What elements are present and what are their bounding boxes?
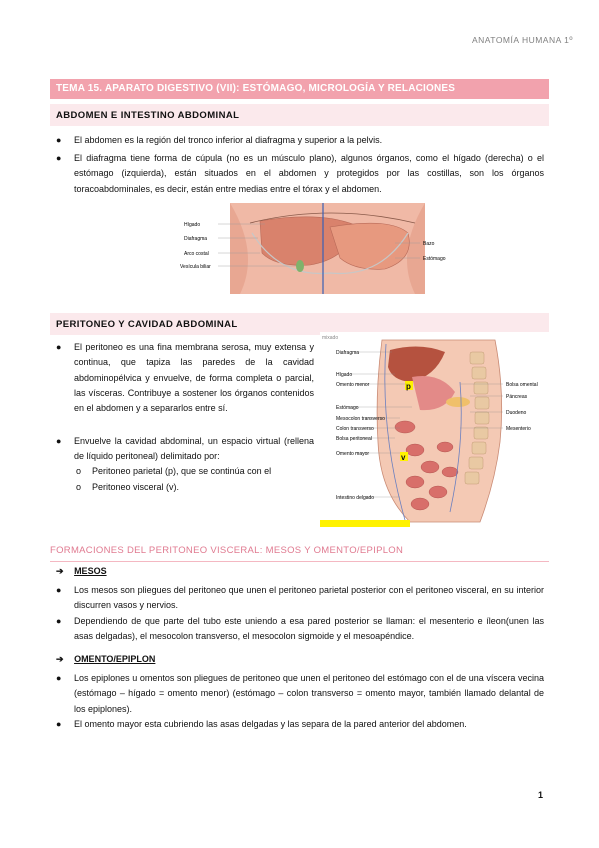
sub-item (76, 466, 316, 480)
bullet-icon: ● (56, 673, 62, 683)
figure-label: Bazo (423, 241, 435, 247)
subsection-heading-omento (56, 654, 155, 665)
bullet-text: El diafragma tiene forma de cúpula (no es un músculo plano), algunos órganos, como el hígado (derecha) o el estómago (izquierda), están situados en el abdomen y protegidos por las costillas, son los órganos toracoabdominales, es decir, están entre medias entre el tórax y el abdomen. (74, 153, 544, 194)
bullet-item (56, 583, 546, 613)
marker-v-label: v (401, 453, 406, 462)
figure-label: Diafragma (336, 350, 360, 356)
figure-cut-label: mixado (322, 335, 339, 341)
sub-item-text: Peritoneo visceral (v). (92, 482, 180, 492)
section-heading-abdomen (50, 104, 549, 126)
figure-label: Duodeno (506, 410, 527, 416)
bullet-icon: ● (56, 585, 62, 595)
bullet-text: El peritoneo es una fina membrana serosa, muy extensa y continua, que tapiza las paredes de la cavidad abdominopélvica y envuelve, de forma completa o parcial, las vísceras. Contribuye a sostener los órganos contenidos en el abdomen y a separarlos entre sí. (74, 342, 314, 414)
figure-label: Intestino delgado (336, 495, 375, 501)
subsection-heading-mesos (56, 566, 107, 577)
highlight-bar (320, 520, 410, 527)
bullet-text: Dependiendo de que parte del tubo este uniendo a esa pared posterior se llaman: el mesenterio e íleon(unen las asas delgadas), el mesocolon transverso, el mesocolon sigmoide y el mesoapéndice. (74, 616, 544, 642)
bullet-item (56, 340, 314, 432)
bullet-text: Los mesos son pliegues del peritoneo que unen el peritoneo parietal posterior con el peritoneo visceral, en su interior discurren vasos y nervios. (74, 585, 544, 611)
bullet-item (56, 671, 546, 716)
subsection-title: MESOS (74, 566, 107, 576)
figure-label: Hígado (184, 222, 201, 228)
bullet-icon: ● (56, 135, 62, 145)
section-heading-text: ABDOMEN E INTESTINO ABDOMINAL (56, 110, 240, 121)
figure-label: Mesenterio (506, 426, 531, 432)
bullet-icon: ● (56, 342, 62, 352)
figure-label: Diafragma (184, 236, 208, 242)
bullet-item (56, 717, 546, 732)
figure-label: Omento menor (336, 382, 370, 388)
sub-item-text: Peritoneo parietal (p), que se continúa con el (92, 466, 272, 476)
subsection-title: OMENTO/EPIPLON (74, 654, 156, 664)
circle-bullet-icon: o (76, 482, 82, 492)
figure-label: Bolsa omental (506, 382, 538, 388)
arrow-right-icon: ➔ (56, 566, 64, 576)
figure-label: Estómago (336, 405, 359, 411)
bullet-icon: ● (56, 616, 62, 626)
marker-p-label: p (406, 382, 411, 391)
figure-label: Páncreas (506, 394, 528, 400)
figure-label: Colon transverso (336, 426, 374, 432)
bullet-item (56, 151, 546, 199)
section-divider (50, 561, 549, 562)
figure-label: Estómago (423, 256, 446, 262)
figure-label: Omento mayor (336, 451, 370, 457)
sagittal-section-figure (320, 332, 550, 528)
figure-label: Hígado (336, 372, 353, 378)
bullet-icon: ● (56, 436, 62, 446)
bullet-icon: ● (56, 153, 62, 163)
figure-label: Bolsa peritoneal (336, 436, 372, 442)
bullet-item (56, 614, 546, 644)
bullet-item (56, 133, 546, 148)
course-header: ANATOMÍA HUMANA 1º (471, 35, 573, 45)
figure-label: Arco costal (184, 251, 209, 257)
figure-label: Mesocolon transverso (336, 416, 385, 422)
circle-bullet-icon: o (76, 466, 82, 476)
section-heading-text: PERITONEO Y CAVIDAD ABDOMINAL (56, 319, 238, 330)
bullet-item (56, 434, 314, 464)
arrow-right-icon: ➔ (56, 654, 64, 664)
page-number: 1 (537, 790, 543, 800)
title-bar (50, 79, 549, 99)
section-heading-formaciones: FORMACIONES DEL PERITONEO VISCERAL: MESOS Y OMENTO/EPIPLON (50, 545, 404, 556)
page-title: TEMA 15. APARATO DIGESTIVO (VII): ESTÓMAGO, MICROLOGÍA Y RELACIONES (56, 83, 456, 94)
torso-illustration (180, 203, 477, 294)
bullet-text: El omento mayor esta cubriendo las asas delgadas y las separa de la pared anterior del abdomen. (74, 719, 467, 729)
bullet-text: El abdomen es la región del tronco inferior al diafragma y superior a la pelvis. (74, 135, 383, 145)
sub-item (76, 482, 316, 496)
bullet-text: Envuelve la cavidad abdominal, un espacio virtual (rellena de líquido peritoneal) delimitado por: (74, 436, 314, 462)
bullet-icon: ● (56, 719, 62, 729)
figure-label: Vesícula biliar (180, 264, 211, 270)
bullet-text: Los epiplones u omentos son pliegues de peritoneo que unen el peritoneo del estómago con el de una víscera vecina (estómago – hígado = omento menor) (estómago – colon transverso = omento mayor, también llamado delantal de los epiplones). (74, 673, 544, 714)
